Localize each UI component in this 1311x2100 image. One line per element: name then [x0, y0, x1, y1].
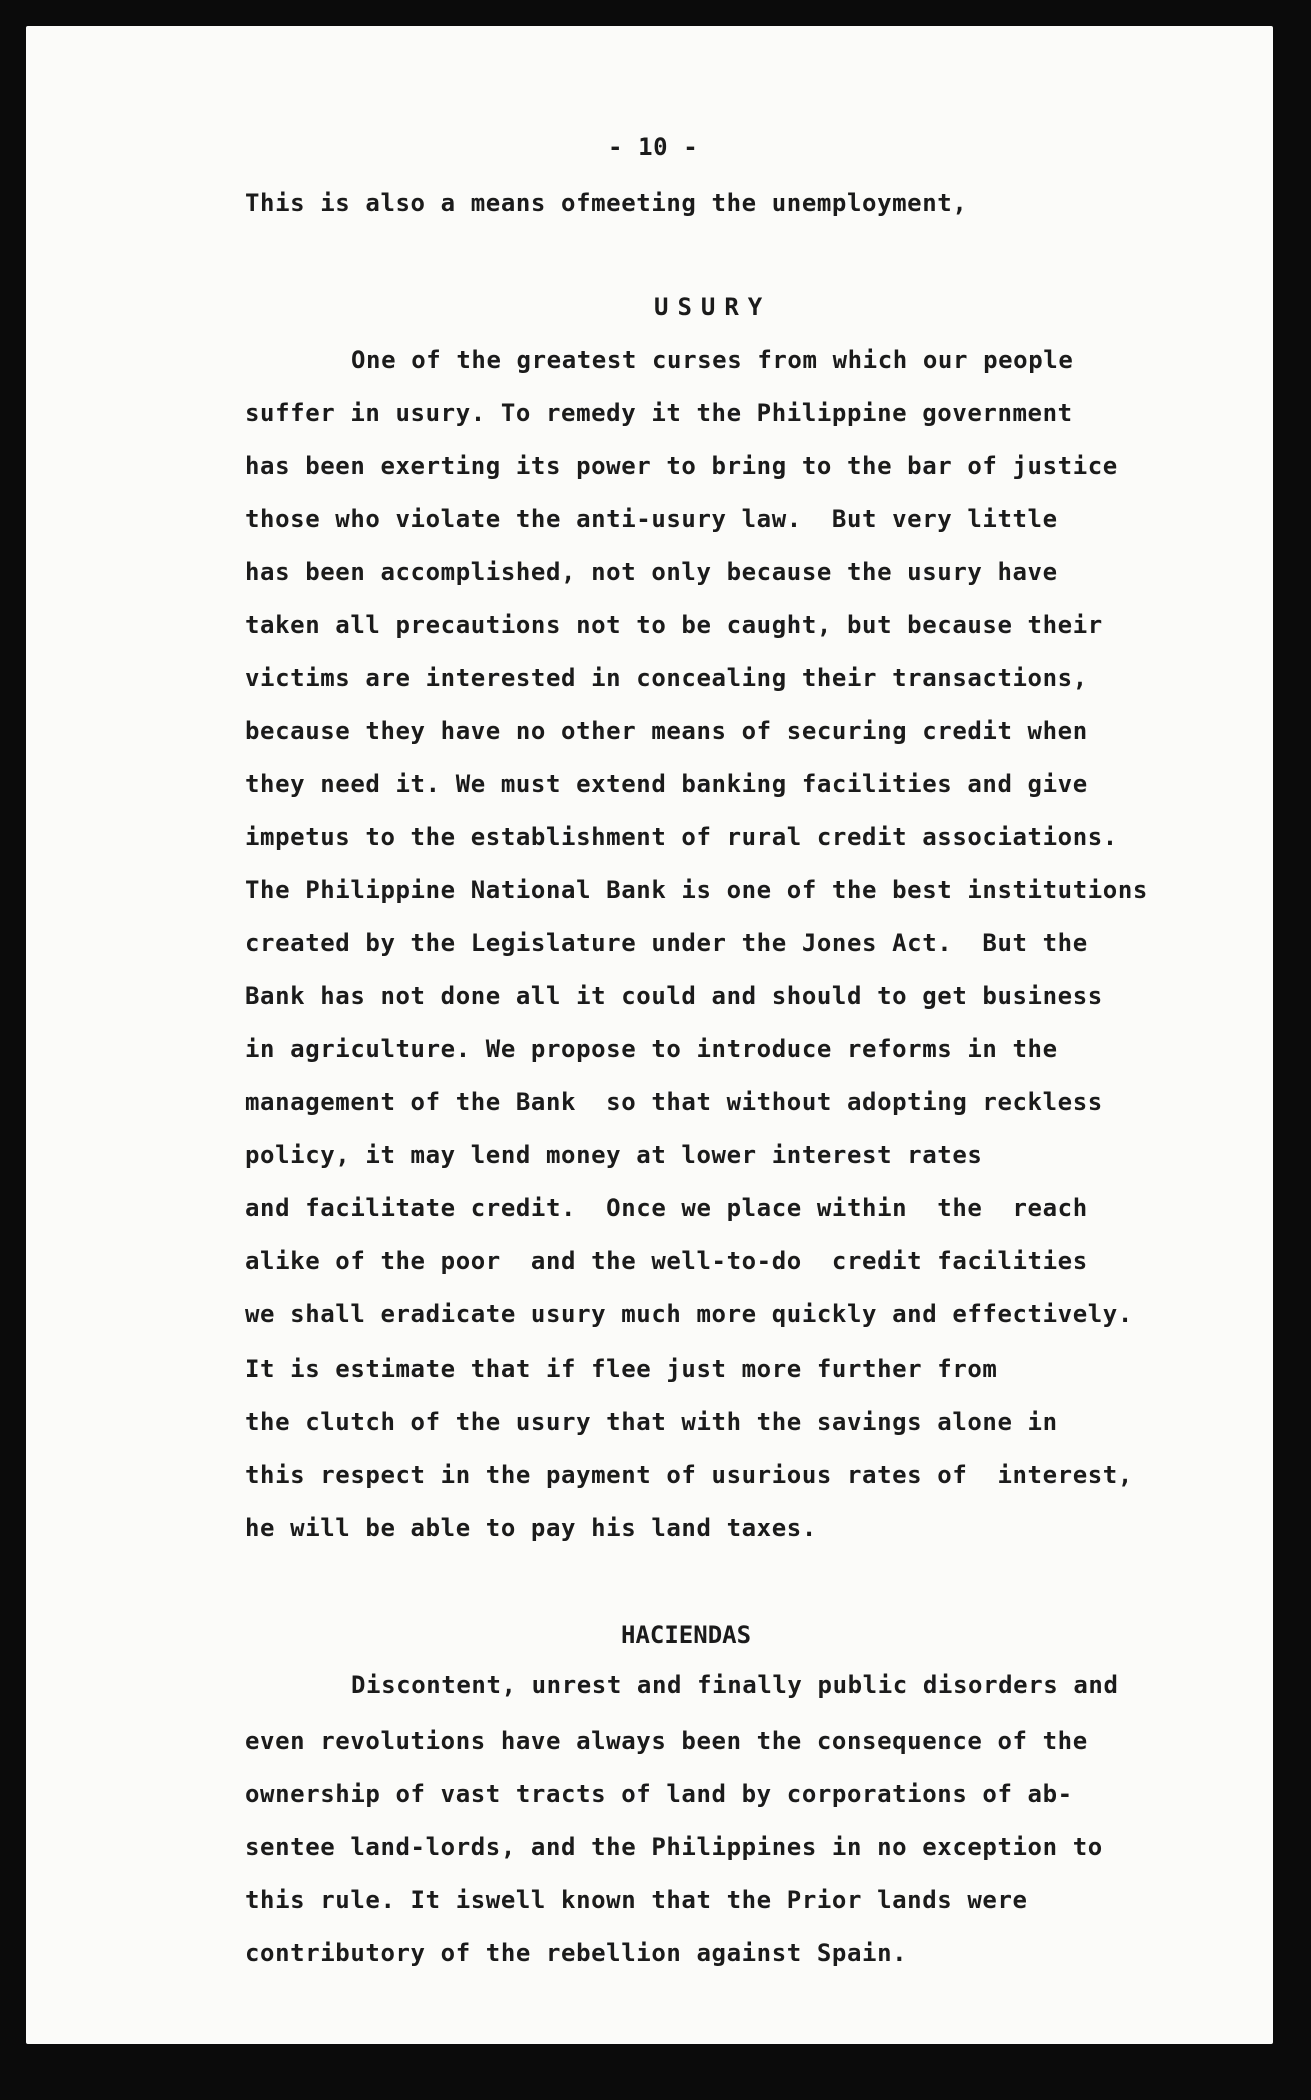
paragraph-line: ownership of vast tracts of land by corporations of ab- — [245, 1780, 1073, 1808]
paragraph-line: those who violate the anti-usury law. But very little — [245, 505, 1058, 533]
paragraph-line: It is estimate that if flee just more further from — [245, 1355, 998, 1383]
section-heading-haciendas: HACIENDAS — [621, 1621, 752, 1649]
paragraph-line: The Philippine National Bank is one of the best institutions — [245, 876, 1148, 904]
paragraph-line: Discontent, unrest and finally public disorders and — [351, 1671, 1119, 1699]
paragraph-line: sentee land-lords, and the Philippines in no exception to — [245, 1833, 1103, 1861]
paragraph-line: suffer in usury. To remedy it the Philippine government — [245, 399, 1073, 427]
paragraph-line: this rule. It iswell known that the Prior lands were — [245, 1886, 1028, 1914]
paragraph-line: and facilitate credit. Once we place within the reach — [245, 1194, 1088, 1222]
paragraph-line: One of the greatest curses from which our people — [351, 346, 1074, 374]
paragraph-line: impetus to the establishment of rural credit associations. — [245, 823, 1118, 851]
paragraph-line: even revolutions have always been the consequence of the — [245, 1727, 1088, 1755]
paragraph-line: has been exerting its power to bring to the bar of justice — [245, 452, 1118, 480]
opening-line: This is also a means ofmeeting the unemployment, — [245, 189, 968, 217]
paragraph-line: management of the Bank so that without adopting reckless — [245, 1088, 1103, 1116]
paragraph-line: taken all precautions not to be caught, but because their — [245, 611, 1103, 639]
paragraph-line: because they have no other means of securing credit when — [245, 717, 1088, 745]
paragraph-line: alike of the poor and the well-to-do credit facilities — [245, 1247, 1088, 1275]
paragraph-line: the clutch of the usury that with the savings alone in — [245, 1408, 1058, 1436]
paragraph-line: created by the Legislature under the Jones Act. But the — [245, 929, 1088, 957]
paragraph-line: contributory of the rebellion against Spain. — [245, 1939, 908, 1967]
paragraph-line: victims are interested in concealing their transactions, — [245, 664, 1088, 692]
paragraph-line: he will be able to pay his land taxes. — [245, 1514, 817, 1542]
paragraph-line: has been accomplished, not only because the usury have — [245, 558, 1058, 586]
page-number: - 10 - — [608, 133, 699, 161]
paragraph-line: policy, it may lend money at lower interest rates — [245, 1141, 983, 1169]
section-heading-usury: USURY — [654, 293, 772, 321]
paragraph-line: they need it. We must extend banking facilities and give — [245, 770, 1088, 798]
paragraph-line: Bank has not done all it could and should to get business — [245, 982, 1103, 1010]
paragraph-line: this respect in the payment of usurious rates of interest, — [245, 1461, 1133, 1489]
paragraph-line: in agriculture. We propose to introduce reforms in the — [245, 1035, 1058, 1063]
paragraph-line: we shall eradicate usury much more quickly and effectively. — [245, 1300, 1133, 1328]
